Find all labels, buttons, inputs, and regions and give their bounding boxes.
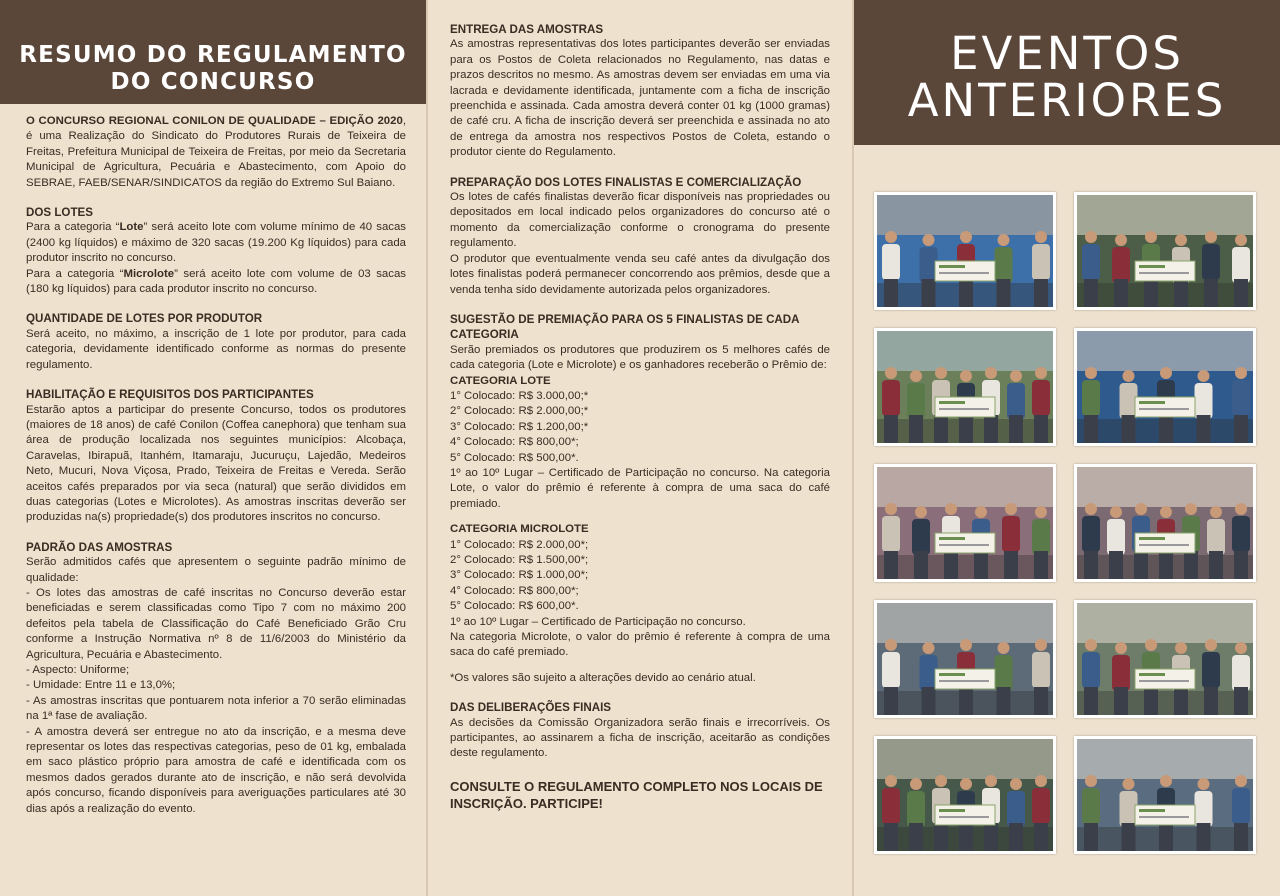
left-panel (0, 0, 426, 896)
lotes-heading: DOS LOTES (26, 206, 93, 220)
categoria-lote-heading: CATEGORIA LOTE (450, 374, 551, 387)
photo-illustration (1077, 331, 1253, 443)
deliberacoes-paragraph: As decisões da Comissão Organizadora serão finais e irrecorríveis. Os participantes, ao assinarem a ficha de inscrição, aceitarão as condições deste regulamento. (450, 716, 830, 760)
padrao-line-6: - A amostra deverá ser entregue no ato da inscrição, e a mesma deve representar os lotes das respectivas categorias, peso de 01 kg, embalada em saco plástico próprio para amostra de café e identificada com os mesmos dados gerados durante ato de inscrição, e não será devolvida após concurso, ficando disponíveis para averiguações particulares até 30 dias após a realização do evento. (26, 725, 406, 815)
entrega-heading: ENTREGA DAS AMOSTRAS (450, 23, 604, 36)
banner-title-line-2: DO CONCURSO (110, 69, 316, 95)
lotes-paragraph-1 (26, 220, 406, 266)
event-photo (1074, 192, 1256, 310)
quantidade-paragraph: Será aceito, no máximo, a inscrição de 1 lote por produtor, para cada categoria, devidamente identificado conforme as normas do presente regulamento. (26, 327, 406, 371)
padrao-line-5: - As amostras inscritas que pontuarem nota inferior a 70 serão eliminadas na 1ª fase de avaliação. (26, 694, 406, 723)
middle-panel (428, 0, 852, 896)
event-photo (874, 464, 1056, 582)
micro-prize-4: 4° Colocado: R$ 800,00*; (450, 584, 579, 597)
lote-note: 1º ao 10º Lugar – Certificado de Participação no concurso. Na categoria Lote, o valor do prêmio é referente à compra de uma saca do café premiado. (450, 466, 830, 510)
micro-prize-2: 2° Colocado: R$ 1.500,00*; (450, 554, 589, 566)
lotes-p2-c: ” será aceito lote com volume de 03 sacas (180 kg líquidos) para cada produtor inscrito no concurso. (26, 267, 406, 296)
event-photo (1074, 736, 1256, 854)
photo-illustration (1077, 603, 1253, 715)
banner-title-line-1: RESUMO DO REGULAMENTO (19, 42, 407, 68)
regulation-summary-banner (0, 0, 426, 104)
lotes-p2-b: Microlote (123, 267, 175, 280)
spacer (450, 661, 830, 671)
lotes-paragraph-2 (26, 267, 406, 298)
middle-content (428, 0, 852, 812)
previous-events-banner (854, 0, 1280, 145)
sugestao-paragraph: Serão premiados os produtores que produzirem os 5 melhores cafés de cada categoria (Lote e Microlote) e os ganhadores receberão o Prêmio de: (450, 343, 830, 372)
event-photo (1074, 464, 1256, 582)
lote-prize-5: 5° Colocado: R$ 500,00*. (450, 451, 579, 464)
event-photo (1074, 600, 1256, 718)
lote-prize-4: 4° Colocado: R$ 800,00*; (450, 436, 579, 449)
event-photo (874, 192, 1056, 310)
photo-illustration (1077, 195, 1253, 307)
micro-note-2: Na categoria Microlote, o valor do prêmio é referente à compra de uma saca do café premiado. (450, 631, 830, 659)
right-panel (854, 0, 1280, 896)
disclaimer: *Os valores são sujeito a alterações devido ao cenário atual. (450, 671, 756, 684)
padrao-line-4: - Umidade: Entre 11 e 13,0%; (26, 679, 176, 692)
lote-prize-1: 1° Colocado: R$ 3.000,00;* (450, 389, 589, 402)
micro-prize-5: 5° Colocado: R$ 600,00*. (450, 600, 579, 613)
event-photo (874, 736, 1056, 854)
lotes-p1-c: ” será aceito lote com volume mínimo de 40 sacas (2400 kg líquidos) e máximo de 320 sacas (19.200 Kg líquidos) para cada produtor inscrito no concurso. (26, 221, 407, 265)
micro-prize-3: 3° Colocado: R$ 1.000,00*; (450, 569, 589, 582)
lotes-p1-a: Para a categoria “ (26, 221, 120, 234)
micro-prize-1: 1° Colocado: R$ 2.000,00*; (450, 538, 589, 551)
preparacao-paragraph-1: Os lotes de cafés finalistas deverão ficar disponíveis nas propriedades ou depositados em local indicado pelos organizadores do concurso até o momento da comercialização conforme o cronograma do presente regulamento. (450, 191, 830, 250)
photo-illustration (877, 739, 1053, 851)
intro-paragraph (26, 114, 406, 191)
habilitacao-heading: HABILITAÇÃO E REQUISITOS DOS PARTICIPANTES (26, 388, 314, 402)
habilitacao-paragraph: Estarão aptos a participar do presente Concurso, todos os produtores (maiores de 18 anos) de café Conilon (Coffea canephora) que tenham sua área de produção localizada nos seguintes municípios: Alcobaça, Caravelas, Ibirapuã, Itanhém, Itamaraju, Jucuruçu, Lajedão, Medeiros Neto, Mucuri, Nova Viçosa, Prado, Teixeira de Freitas e Vereda. Serão aceitos cafés preparados por via seca (natural) que serão divididos em duas categorias (Lotes e Microlotes). As amostras inscritas deverão ser produzidas na(s) propriedade(s) dos produtores inscritos no concurso. (26, 403, 406, 524)
left-content (0, 104, 426, 817)
padrao-line-3: - Aspecto: Uniforme; (26, 664, 130, 676)
events-title-line-1: EVENTOS (950, 27, 1184, 80)
intro-rest: , é uma Realização do Sindicato do Produtores Rurais de Teixeira de Freitas, Prefeitura Municipal de Teixeira de Freitas, por meio da Secretaria Municipal de Agricultura, Pecuária e Abastecimento, com Apoio do SEBRAE, FAEB/SENAR/SINDICATOS da região do Extremo Sul Baiano. (26, 115, 406, 189)
spacer (450, 512, 830, 522)
deliberacoes-heading: DAS DELIBERAÇÕES FINAIS (450, 701, 612, 715)
padrao-line-1: Serão admitidos cafés que apresentem o seguinte padrão mínimo de qualidade: (26, 556, 406, 584)
photo-illustration (877, 195, 1053, 307)
events-title-line-2: ANTERIORES (907, 74, 1227, 127)
categoria-microlote-heading: CATEGORIA MICROLOTE (450, 523, 589, 536)
padrao-line-2: - Os lotes das amostras de café inscritas no Concurso deverão estar beneficiadas e serem classificadas como Tipo 7 com no máximo 200 defeitos pela tabela de Classificação do Café Beneficiado Grão Cru conforme a Instrução Normativa nº 8 de 11/6/2003 do Ministério da Agricultura, Pecuária e Abastecimento. (26, 586, 406, 661)
photo-illustration (877, 603, 1053, 715)
lote-prize-2: 2° Colocado: R$ 2.000,00;* (450, 405, 589, 418)
intro-bold: O CONCURSO REGIONAL CONILON DE QUALIDADE – EDIÇÃO 2020 (26, 115, 403, 127)
event-photo (874, 328, 1056, 446)
photo-illustration (877, 331, 1053, 443)
preparacao-paragraph-2: O produtor que eventualmente venda seu café antes da divulgação dos lotes finalistas poderá permanecer concorrendo aos prêmios, desde que a venda tenha sido devidamente autorizada pelos organizadores. (450, 252, 830, 296)
photo-illustration (1077, 739, 1253, 851)
photo-illustration (877, 467, 1053, 579)
event-photo (1074, 328, 1256, 446)
micro-note-1: 1º ao 10º Lugar – Certificado de Participação no concurso. (450, 615, 746, 628)
entrega-paragraph: As amostras representativas dos lotes participantes deverão ser enviadas para os Postos de Coleta relacionados no Regulamento, nas datas e prazos descritos no mesmo. As amostras devem ser enviadas em uma via lacrada e devidamente identificada, juntamente com a ficha de inscrição preenchida e assinada. Cada amostra deverá conter 01 kg (1000 gramas) de café cru. A ficha de inscrição deverá ser preenchida e assinada no ato de entrega da amostra nos respectivos Postos de Coleta, estando o produtor ciente do Regulamento. (450, 38, 830, 159)
lotes-p1-b: Lote (119, 221, 144, 234)
call-to-action: CONSULTE O REGULAMENTO COMPLETO NOS LOCAIS DE INSCRIÇÃO. PARTICIPE! (450, 778, 823, 811)
photo-illustration (1077, 467, 1253, 579)
quantidade-heading: QUANTIDADE DE LOTES POR PRODUTOR (26, 312, 263, 326)
sugestao-heading: SUGESTÃO DE PREMIAÇÃO PARA OS 5 FINALISTAS DE CADA CATEGORIA (450, 312, 800, 342)
padrao-heading: PADRÃO DAS AMOSTRAS (26, 540, 173, 554)
preparacao-heading: PREPARAÇÃO DOS LOTES FINALISTAS E COMERCIALIZAÇÃO (450, 175, 802, 189)
lote-prize-3: 3° Colocado: R$ 1.200,00;* (450, 420, 589, 433)
event-photo (874, 600, 1056, 718)
lotes-p2-a: Para a categoria “ (26, 267, 124, 280)
